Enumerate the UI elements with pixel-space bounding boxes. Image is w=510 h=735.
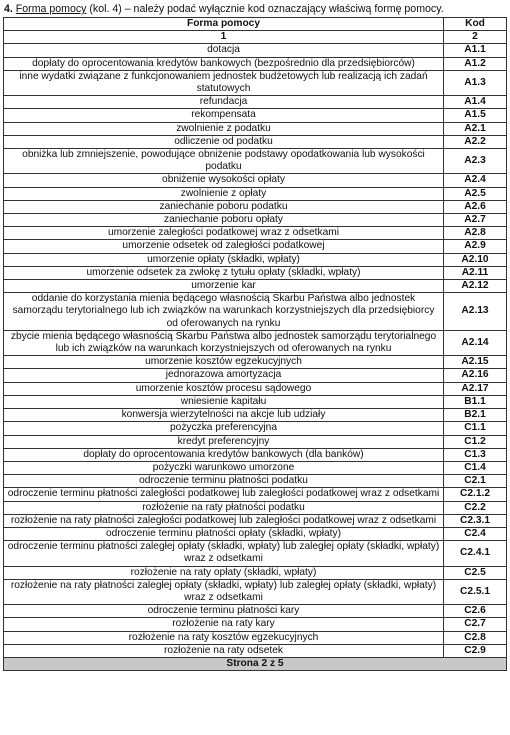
aid-form-cell: rozłożenie na raty kosztów egzekucyjnych <box>4 631 444 644</box>
aid-form-cell: zaniechanie poboru podatku <box>4 200 444 213</box>
aid-form-cell: rekompensata <box>4 109 444 122</box>
table-row <box>4 566 507 579</box>
aid-code-cell: A2.5 <box>444 187 507 200</box>
page-number: Strona 2 z 5 <box>4 657 507 670</box>
aid-code-cell: A2.10 <box>444 253 507 266</box>
section-title-link: Forma pomocy <box>15 3 87 15</box>
table-row <box>4 644 507 657</box>
aid-form-cell: pożyczki warunkowo umorzone <box>4 461 444 474</box>
table-row <box>4 122 507 135</box>
table-row <box>4 240 507 253</box>
aid-form-cell: wniesienie kapitału <box>4 395 444 408</box>
header-form: Forma pomocy <box>4 18 444 31</box>
header-code: Kod <box>444 18 507 31</box>
table-row <box>4 461 507 474</box>
table-row <box>4 214 507 227</box>
aid-form-cell: oddanie do korzystania mienia będącego własnością Skarbu Państwa albo jednostek samorządu terytorialnego lub ich związków na warunkach korzystniejszych dla przedsiębiorcy od oferowanych na rynku <box>4 293 444 331</box>
table-row <box>4 70 507 95</box>
aid-code-cell: A1.2 <box>444 57 507 70</box>
aid-code-cell: A2.9 <box>444 240 507 253</box>
table-row <box>4 527 507 540</box>
table-row <box>4 435 507 448</box>
table-body <box>4 44 507 658</box>
table-row <box>4 475 507 488</box>
aid-code-cell: B2.1 <box>444 409 507 422</box>
table-row <box>4 135 507 148</box>
aid-code-cell: A1.1 <box>444 44 507 57</box>
table-row <box>4 149 507 174</box>
aid-form-cell: dotacja <box>4 44 444 57</box>
aid-form-cell: rozłożenie na raty kary <box>4 618 444 631</box>
aid-form-cell: odroczenie terminu płatności zaległości podatkowej lub zaległości podatkowej wraz z odsetkami <box>4 488 444 501</box>
section-heading <box>4 3 504 16</box>
aid-code-cell: A2.11 <box>444 266 507 279</box>
aid-form-cell: zbycie mienia będącego własnością Skarbu Państwa albo jednostek samorządu terytorialnego lub ich związków na warunkach korzystniejszych od oferowanych na rynku <box>4 330 444 355</box>
aid-code-cell: C2.4 <box>444 527 507 540</box>
aid-code-cell: C2.7 <box>444 618 507 631</box>
table-row <box>4 187 507 200</box>
aid-code-cell: C2.8 <box>444 631 507 644</box>
aid-form-cell: dopłaty do oprocentowania kredytów bankowych (dla banków) <box>4 448 444 461</box>
aid-code-cell: A1.3 <box>444 70 507 95</box>
aid-form-cell: zwolnienie z opłaty <box>4 187 444 200</box>
aid-form-table <box>3 17 507 671</box>
table-row <box>4 227 507 240</box>
table-row <box>4 200 507 213</box>
table-row <box>4 96 507 109</box>
footer-row <box>4 657 507 670</box>
table-row <box>4 57 507 70</box>
header-row <box>4 18 507 31</box>
aid-form-cell: odroczenie terminu płatności kary <box>4 605 444 618</box>
section-instruction: (kol. 4) – należy podać wyłącznie kod oznaczający właściwą formę pomocy. <box>86 3 444 15</box>
table-row <box>4 253 507 266</box>
aid-code-cell: A2.17 <box>444 382 507 395</box>
aid-code-cell: C1.2 <box>444 435 507 448</box>
table-row <box>4 488 507 501</box>
aid-form-cell: kredyt preferencyjny <box>4 435 444 448</box>
aid-form-cell: konwersja wierzytelności na akcje lub udziały <box>4 409 444 422</box>
aid-form-cell: dopłaty do oprocentowania kredytów bankowych (bezpośrednio dla przedsiębiorców) <box>4 57 444 70</box>
aid-code-cell: C1.3 <box>444 448 507 461</box>
aid-code-cell: C2.1.2 <box>444 488 507 501</box>
table-row <box>4 514 507 527</box>
aid-form-cell: umorzenie opłaty (składki, wpłaty) <box>4 253 444 266</box>
aid-form-cell: umorzenie kosztów egzekucyjnych <box>4 356 444 369</box>
aid-code-cell: C2.2 <box>444 501 507 514</box>
subheader-form-number: 1 <box>4 31 444 44</box>
table-row <box>4 579 507 604</box>
aid-form-cell: inne wydatki związane z funkcjonowaniem jednostek budżetowych lub realizacją ich zadań statutowych <box>4 70 444 95</box>
aid-code-cell: C1.1 <box>444 422 507 435</box>
aid-code-cell: A2.13 <box>444 293 507 331</box>
table-row <box>4 541 507 566</box>
table-row <box>4 605 507 618</box>
aid-code-cell: A2.6 <box>444 200 507 213</box>
table-row <box>4 369 507 382</box>
aid-code-cell: A2.1 <box>444 122 507 135</box>
aid-form-cell: rozłożenie na raty płatności zaległej opłaty (składki, wpłaty) lub zaległej opłaty (składki, wpłaty) wraz z odsetkami <box>4 579 444 604</box>
table-row <box>4 501 507 514</box>
aid-form-cell: odliczenie od podatku <box>4 135 444 148</box>
aid-code-cell: A1.4 <box>444 96 507 109</box>
aid-form-cell: refundacja <box>4 96 444 109</box>
subheader-code-number: 2 <box>444 31 507 44</box>
aid-form-cell: odroczenie terminu płatności opłaty (składki, wpłaty) <box>4 527 444 540</box>
aid-code-cell: C2.5.1 <box>444 579 507 604</box>
aid-code-cell: A1.5 <box>444 109 507 122</box>
aid-code-cell: C2.3.1 <box>444 514 507 527</box>
aid-code-cell: B1.1 <box>444 395 507 408</box>
aid-form-cell: rozłożenie na raty opłaty (składki, wpłaty) <box>4 566 444 579</box>
aid-code-cell: C2.9 <box>444 644 507 657</box>
aid-code-cell: C2.6 <box>444 605 507 618</box>
table-row <box>4 266 507 279</box>
aid-code-cell: A2.4 <box>444 174 507 187</box>
aid-form-cell: umorzenie kar <box>4 280 444 293</box>
aid-form-cell: rozłożenie na raty odsetek <box>4 644 444 657</box>
table-row <box>4 293 507 331</box>
aid-code-cell: A2.16 <box>444 369 507 382</box>
aid-form-cell: obniżenie wysokości opłaty <box>4 174 444 187</box>
table-row <box>4 409 507 422</box>
aid-code-cell: A2.14 <box>444 330 507 355</box>
subheader-row <box>4 31 507 44</box>
aid-code-cell: A2.2 <box>444 135 507 148</box>
table-row <box>4 174 507 187</box>
aid-form-cell: zwolnienie z podatku <box>4 122 444 135</box>
table-row <box>4 280 507 293</box>
aid-form-cell: umorzenie zaległości podatkowej wraz z odsetkami <box>4 227 444 240</box>
table-row <box>4 422 507 435</box>
aid-code-cell: C2.4.1 <box>444 541 507 566</box>
table-row <box>4 631 507 644</box>
aid-form-cell: pożyczka preferencyjna <box>4 422 444 435</box>
aid-code-cell: A2.7 <box>444 214 507 227</box>
table-row <box>4 448 507 461</box>
aid-code-cell: A2.12 <box>444 280 507 293</box>
aid-code-cell: A2.3 <box>444 149 507 174</box>
aid-form-cell: umorzenie odsetek za zwłokę z tytułu opłaty (składki, wpłaty) <box>4 266 444 279</box>
aid-form-cell: rozłożenie na raty płatności zaległości podatkowej lub zaległości podatkowej wraz z odsetkami <box>4 514 444 527</box>
table-row <box>4 382 507 395</box>
aid-form-cell: odroczenie terminu płatności podatku <box>4 475 444 488</box>
table-row <box>4 356 507 369</box>
table-row <box>4 44 507 57</box>
aid-code-cell: C2.1 <box>444 475 507 488</box>
aid-form-cell: jednorazowa amortyzacja <box>4 369 444 382</box>
aid-form-cell: umorzenie odsetek od zaległości podatkowej <box>4 240 444 253</box>
aid-code-cell: C1.4 <box>444 461 507 474</box>
aid-form-cell: umorzenie kosztów procesu sądowego <box>4 382 444 395</box>
aid-code-cell: A2.15 <box>444 356 507 369</box>
aid-code-cell: A2.8 <box>444 227 507 240</box>
table-row <box>4 618 507 631</box>
table-row <box>4 330 507 355</box>
aid-form-cell: obniżka lub zmniejszenie, powodujące obniżenie podstawy opodatkowania lub wysokości podatku <box>4 149 444 174</box>
section-number: 4. <box>4 3 13 15</box>
table-row <box>4 395 507 408</box>
aid-form-cell: rozłożenie na raty płatności podatku <box>4 501 444 514</box>
aid-code-cell: C2.5 <box>444 566 507 579</box>
aid-form-cell: odroczenie terminu płatności zaległej opłaty (składki, wpłaty) lub zaległej opłaty (składki, wpłaty) wraz z odsetkami <box>4 541 444 566</box>
aid-form-cell: zaniechanie poboru opłaty <box>4 214 444 227</box>
table-row <box>4 109 507 122</box>
